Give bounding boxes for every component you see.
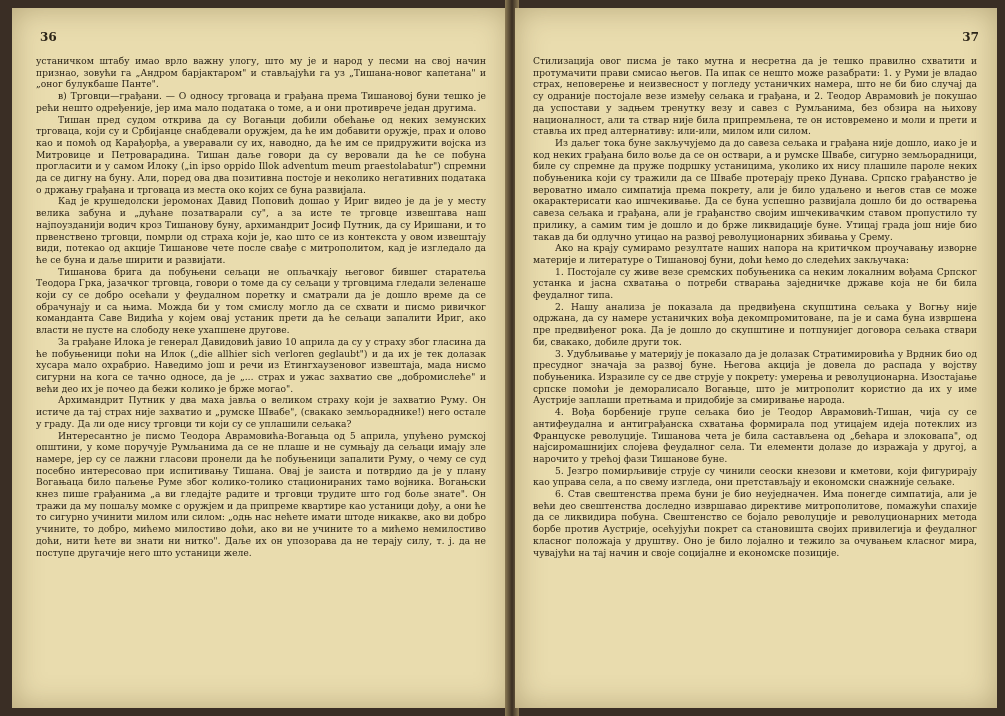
paragraph: Тишан пред судом открива да су Вогањци добили обећање од неких земунских трговаца, који су и Србијанце снабдевали оружјем, да ће им добавити оружје, прах и олово као и помоћ од Карађорђа, а уверавали су их, наводно, да ће им се придружити војска из Митровице и Петроварадина. Тишан даље говори да су веровали да ће се побуна прогласити и у самом Илоку („in ipso oppido Illok adventum meum praestolabatur") спремни да се дигну на буну. Али, поред ова два позитивна постоје и неколико негативних података о држању грађана и трговаца из места око којих се буна развијала.: [36, 114, 486, 196]
page-number: 37: [962, 30, 979, 44]
paragraph: Архимандрит Путник у два маха јавља о великом страху који је захватио Руму. Он истиче да тај страх није захватио и „румске Швабе", (свакако земљораднике!) него остале у граду. Да ли оде нису трговци ти који су се уплашили сељака?: [36, 395, 486, 430]
conclusion-item: 6. Став свештенства према буни је био неуједначен. Има понегде симпатија, али је већи део свештенства доследно извршавао директиве митрополитове, помажући спахије да се ликвидира побуна. Свештенство се бојало револуције и револуционарних метода борбе против Аустрије, осећујући покрет са становишта својих привилегија и феудалног класног положаја у друштву. Оно је било лојално и тежило за очувањем класног мира, чувајући на тај начин и своје социјалне и економске позиције.: [533, 489, 977, 559]
paragraph: Тишанова брига да побуњени сељаци не опљачкају његовог бившег старатеља Теодора Грка, јазачког трговца, говори о томе да су сељаци у трговцима гледали зеленаше који су се добро осећали у феудалном поретку и сматрали да је дошло време да се обрачунају и са њима. Можда би у том смислу могло да се схвати и писмо ривичког команданта Саве Видића у којем овај устаник прети да ће сељаци запалити Ириг, ако власти не пусте на слободу неке ухапшене другове.: [36, 266, 486, 337]
paragraph: Интересантно је писмо Теодора Аврамовића-Вогањца од 5 априла, упућено румској општини, у коме поручује Румљанима да се не плаше и не сумњају да сељаци имају зле намере, јер су се лажни гласови пронели да ће побуњеници запалити Руму, о чему се суд посебно интересовао при испитивању Тишана. Овај је заиста и потврдио да је у плану Вогањаца било паљење Руме због колико-толико стационираних тамо војника. Вогањски кнез пише грађанима „а ви гледајте радите и трговци трудите што год боље знате". Он тражи да му пошаљу момке с оружјем и да припреме квартире као устаници дођу, а они ће то сигурно учинити милом или силом: „одњ нас нећете имати штоде никакве, ако ви добро учините, то добро, мићемо милостиво доћи, ако ви не учините то а мићемо немилостиво доћи, нити ћете ви знати ни нитко". Даље их он упозорава да не терају силу, т. ј. да не поступе другачије него што устаници желе.: [36, 430, 486, 559]
page-number: 36: [40, 30, 57, 44]
page-text: [36, 56, 486, 559]
left-page: [12, 8, 509, 708]
conclusion-item: 1. Постојале су живе везе сремских побуњеника са неким локалним вођама Српског устанка и јасна схватања о потреби стварања заједничке државе која не би била феудалног типа.: [533, 266, 977, 302]
paragraph: Стилизација овог писма је тако мутна и несретна да је тешко правилно схватити и протумачити прави смисао његов. Па ипак се нешто може разабрати: 1. у Руми је владао страх, неповерење и неизвесност у погледу устаничких намера, што не би био случај да су одраније постојале везе између сељака и грађана, и 2. Теодор Аврамовић је покушао да успостави у задњем тренутку везу и савез с Румљанима, без обзира на њихову националност, али та ствар није била припремљена, те он истовремено и моли и прети и ставља их пред алтернативу: или-или, милом или силом.: [533, 56, 977, 138]
paragraph: Из даљег тока буне закључујемо да до савеза сељака и грађана није дошло, иако је и код неких грађана било воље да се он оствари, а и румске Швабе, сигурно земљорадници, биле су спремне да пруже подршку устаницима, уколико их нису плашиле пароле неких побуњеника који су тражили да се Швабе протерају преко Дунава. Српско грађанство је вероватно имало симпатија према покрету, али је било удаљено и његов став се може окарактерисати као ишчекивање. Да се буна успешно развијала дошло би до остварења савеза сељака и грађана, али је грађанство својим ишчекивачким ставом пропустило ту прилику, а самим тим је дошло и до брже ликвидације буне. Утицај града још није био такав да би одлучно утицао на развој револуционарних збивања у Срему.: [533, 137, 977, 243]
paragraph: устаничком штабу имао врло важну улогу, што му је и народ у песми на свој начин признао, зовући га „Андром барјактаром" и стављајући га уз „Тишана-новог капетана" и „оног булукбаше Панте".: [36, 56, 486, 91]
conclusion-item: 3. Удубљивање у материју је показало да је долазак Стратимировића у Врдник био од пресудног значаја за развој буне. Његова акција је довела до распада у војству побуњеника. Изразиле су се две струје у покрету: умерења и револуционарна. Изостајање српске помоћи је деморалисало Вогањце, што је митрополит користио да их у име Аустрије заплаши претњама и придобије за смиривање народа.: [533, 348, 977, 407]
paragraph: За грађане Илока је генерал Давидовић јавио 10 априла да су у страху због гласина да ће побуњеници поћи на Илок („die allhier sich verloren geglaubt") и да их је тек долазак хусара мало охрабрио. Наведимо још и речи из Етингхаузеновог извештаја, мада нисмо сигурни на кога се тачно односе, да је „... страх и ужас захватио све „добромислеће" и већи део их је почео да бежи колико је брже могао".: [36, 336, 486, 395]
conclusion-item: 4. Вођа борбеније групе сељака био је Теодор Аврамовић-Тишан, чија су се антифеудална и антиграђанска схватања формирала под утицајем идеја потеклих из Француске револуције. Тишанова чета је била састављена од „бећара и злоковапа", од најсиромашнијих слојева феудалног села. Ти елементи долазе до изражаја у другој, а нарочито у трећој фази Тишанове буне.: [533, 407, 977, 465]
paragraph: в) Трговци—грађани. — О односу трговаца и грађана према Тишановој буни тешко је рећи нешто одређеније, јер има мало података о томе, а и они противрече један другима.: [36, 91, 486, 114]
paragraph: Ако на крају сумирамо резултате наших напора на критичком проучавању изворне материје и литературе о Тишановој буни, доћи ћемо до следећих закључака:: [533, 243, 977, 266]
conclusion-item: 5. Језгро помирљивије струје су чинили сеоски кнезови и кметови, који фигурирају као управа села, а по свему изгледа, они претстављају и економски снажније сељаке.: [533, 465, 977, 489]
paragraph: Кад је крушедолски јеромонах Давид Поповић дошао у Ириг видео је да је у месту велика забуна и „дућане позатварали су", а за исте те трговце извештава наш најпоузданији водич кроз Тишанову буну, архимандрит Јосиф Путник, да су Иришани, и то првенствено трговци, помрли од страха који је, као што се из контекста у овом извештају види, потекао од акције Тишанове чете после свађе с митрополитом, кад је изгледало да ће се буна и даље ширити и развијати.: [36, 196, 486, 266]
conclusion-item: 2. Нашу анализа је показала да предвиђена скупштина сељака у Вогњу није одржана, да су намере устаничких вођа декомпромитоване, па је и сама буна извршена пре предвиђеног рока. Да је дошло до скупштине и потпунијег договора сељака ствари би, свакако, добиле други ток.: [533, 301, 977, 348]
right-page: [515, 8, 997, 708]
page-text: [533, 56, 977, 559]
